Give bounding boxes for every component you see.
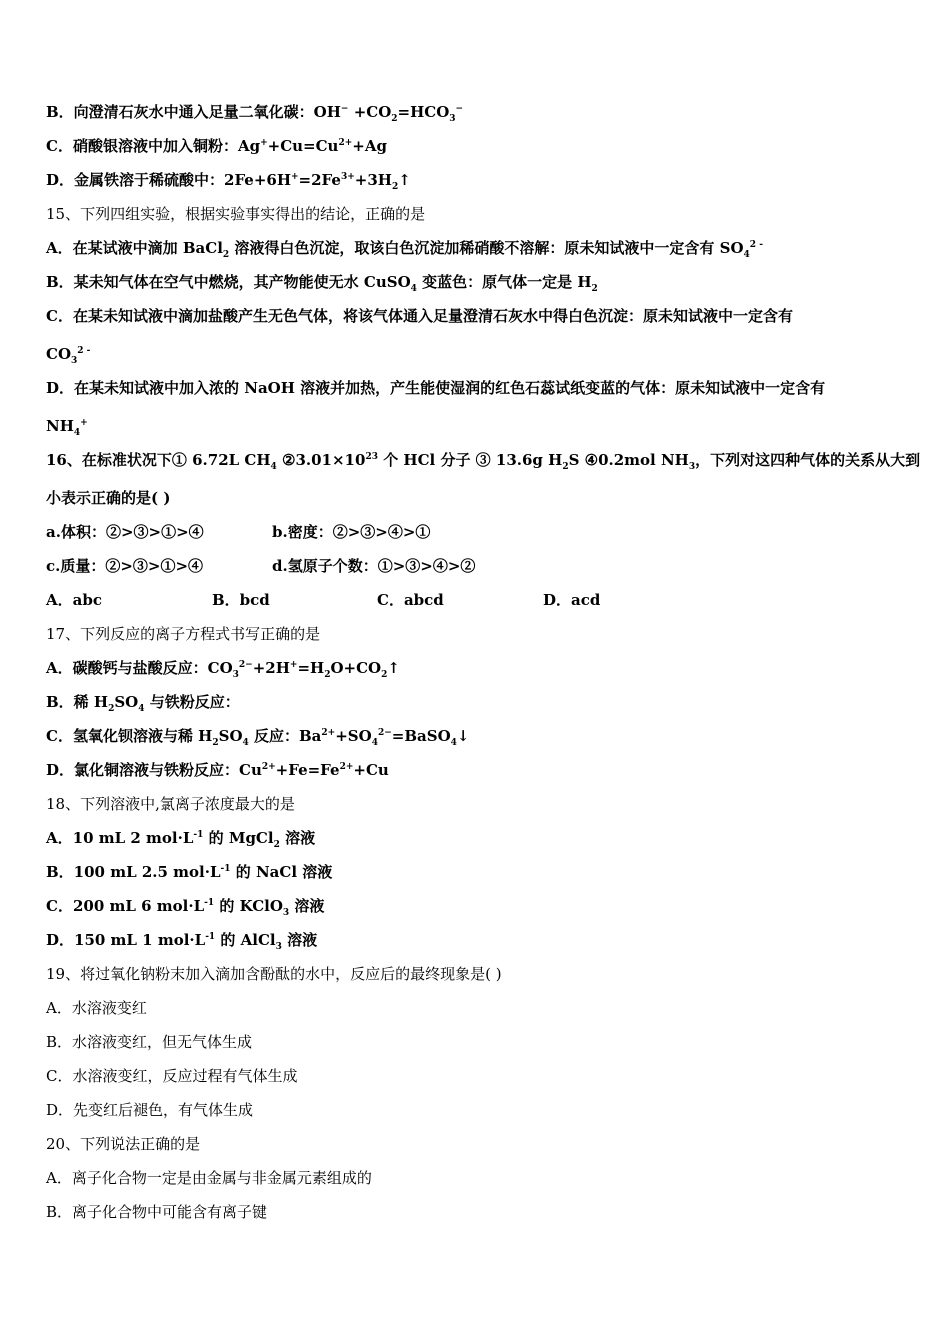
q18-option-c: C．200 mL 6 $mol\cdot L^{-1}$ 的 KClO$_3$ 溶液 bbox=[46, 897, 325, 918]
q15-option-a: A．在某试液中滴加 BaCl$_2$ 溶液得白色沉淀，取该白色沉淀加稀硝酸不溶解：原未知试液中一定含有 $SO_4^{2 -}$ bbox=[46, 239, 763, 260]
q16-statement-a: a.体积：②>③>①>④ bbox=[46, 523, 204, 541]
q16-option-b: B．bcd bbox=[212, 591, 270, 609]
q18-option-a: A．10 mL 2 $mol\cdot L^{-1}$ 的 MgCl$_2$ 溶液 bbox=[46, 829, 316, 850]
q19-option-c: C．水溶液变红，反应过程有气体生成 bbox=[46, 1067, 298, 1085]
q19-option-b: B．水溶液变红，但无气体生成 bbox=[46, 1033, 253, 1051]
q20-option-a: A．离子化合物一定是由金属与非金属元素组成的 bbox=[46, 1169, 372, 1187]
q15-option-c-cont: $CO_3^{2 -}$ bbox=[46, 345, 91, 366]
q20-option-b: B．离子化合物中可能含有离子键 bbox=[46, 1203, 268, 1221]
q19-option-d: D．先变红后褪色，有气体生成 bbox=[46, 1101, 254, 1119]
q15-option-d-cont: $NH_4^+$ bbox=[46, 417, 88, 438]
q18-option-b: B．100 mL 2.5 $mol\cdot L^{-1}$ 的 NaCl 溶液 bbox=[46, 863, 333, 881]
q16-option-d: D．acd bbox=[543, 591, 601, 609]
q16-stem-cont: 小表示正确的是( ) bbox=[46, 489, 171, 507]
q15-option-b: B．某未知气体在空气中燃烧，其产物能使无水 CuSO$_4$ 变蓝色：原气体一定是 $H_2$ bbox=[46, 273, 598, 294]
q16-statement-b: b.密度：②>③>④>① bbox=[272, 523, 431, 541]
q17-option-c: C．氢氧化钡溶液与稀 $H_2SO_4$ 反应：$Ba^{2+}+SO_4^{2-}=BaSO_4↓$ bbox=[46, 727, 470, 748]
q17-option-b: B．稀 $H_2SO_4$ 与铁粉反应： bbox=[46, 693, 240, 714]
q18-option-d: D．150 mL 1 $mol\cdot L^{-1}$ 的 AlCl$_3$ 溶液 bbox=[46, 931, 318, 952]
q14-option-d: D．金属铁溶于稀硫酸中：$2Fe+6H^+=2Fe^{3+}+3H_2↑$ bbox=[46, 171, 411, 192]
q16-statement-d: d.氢原子个数：①>③>④>② bbox=[272, 557, 476, 575]
q20-stem: 20、下列说法正确的是 bbox=[46, 1135, 201, 1153]
q14-option-b: B．向澄清石灰水中通入足量二氧化碳：$OH^- +CO_2=HCO_3^-$ bbox=[46, 103, 464, 124]
q17-option-d: D．氯化铜溶液与铁粉反应：$Cu^{2+}+Fe=Fe^{2+}+Cu$ bbox=[46, 761, 389, 779]
q19-option-a: A．水溶液变红 bbox=[46, 999, 147, 1017]
q16-stem: 16、在标准状况下① 6.72L $CH_4$ $②3.01\times 10^{23}$ 个 HCl 分子 ③ 13.6g $H_2S$ ④0.2mol $NH_3$，下列对这四种气体的关系从大到 bbox=[46, 451, 921, 472]
q14-option-c: C．硝酸银溶液中加入铜粉：$Ag^++Cu=Cu^{2+}+Ag$ bbox=[46, 137, 387, 155]
q16-option-c: C．abcd bbox=[377, 591, 444, 609]
q17-option-a: A．碳酸钙与盐酸反应：$CO_3^{2-}+2H^+=H_2O+CO_2↑$ bbox=[46, 659, 400, 680]
q16-option-a: A．abc bbox=[46, 591, 102, 609]
q18-stem: 18、下列溶液中,氯离子浓度最大的是 bbox=[46, 795, 295, 813]
q16-statement-c: c.质量：②>③>①>④ bbox=[46, 557, 204, 575]
q17-stem: 17、下列反应的离子方程式书写正确的是 bbox=[46, 625, 321, 643]
q15-stem: 15、下列四组实验，根据实验事实得出的结论，正确的是 bbox=[46, 205, 426, 223]
q15-option-c: C．在某未知试液中滴加盐酸产生无色气体，将该气体通入足量澄清石灰水中得白色沉淀：原未知试液中一定含有 bbox=[46, 307, 793, 325]
q19-stem: 19、将过氧化钠粉末加入滴加含酚酞的水中，反应后的最终现象是( ) bbox=[46, 965, 502, 983]
q15-option-d: D．在某未知试液中加入浓的 NaOH 溶液并加热，产生能使湿润的红色石蕊试纸变蓝的气体：原未知试液中一定含有 bbox=[46, 379, 826, 397]
